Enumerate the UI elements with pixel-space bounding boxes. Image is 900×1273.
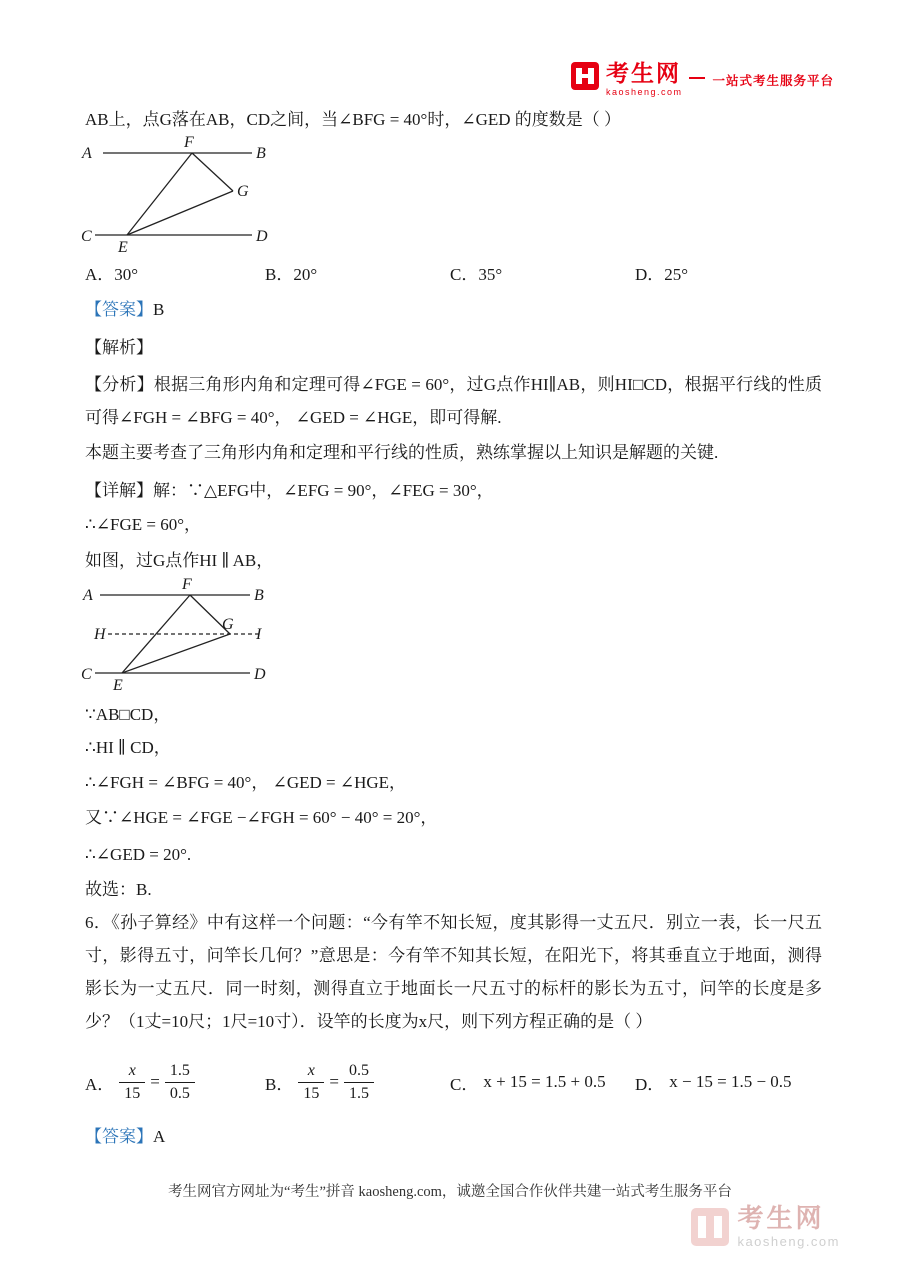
q6-option-b (265, 1058, 374, 1106)
q6-options-row (85, 1058, 845, 1106)
q5-analysis-text: 【分析】根据三角形内角和定理可得∠FGE = 60°，过G点作HI∥AB，则HI□CD，根据平行线的性质可得∠FGH = ∠BFG = 40°， ∠GED = ∠HGE，即可得解. (85, 375, 822, 427)
point-label-b: B (256, 145, 266, 162)
q5-intro-text: AB上，点G落在AB，CD之间，当∠BFG = 40°时，∠GED 的度数是（ ） (85, 110, 622, 129)
point-label-g: G (222, 616, 234, 633)
point-label-h: H (94, 626, 106, 643)
point-label-a: A (82, 145, 92, 162)
denominator: 0.5 (169, 1084, 190, 1102)
q6-option-a (85, 1058, 195, 1106)
answer-value: B (153, 300, 165, 319)
point-label-a: A (83, 587, 93, 604)
q5-analysis-tag: 【解析】 (85, 338, 153, 357)
segment-eg (127, 191, 233, 235)
watermark-name: 考生网 (737, 1203, 825, 1233)
site-logo[interactable] (571, 62, 834, 97)
q5-options-row (85, 258, 845, 291)
point-label-f: F (182, 576, 192, 593)
option-label: C． (450, 265, 479, 284)
numerator: 1.5 (165, 1061, 195, 1082)
equals-sign: = (150, 1072, 160, 1091)
equals-sign: = (329, 1072, 339, 1091)
kaosheng-logo-icon (571, 62, 599, 90)
q5-detail-line-7: 又∵∠HGE = ∠FGE −∠FGH = 60° − 40° = 20°， (85, 808, 438, 827)
fraction-right (165, 1061, 195, 1102)
watermark-domain: kaosheng.com (737, 1234, 840, 1249)
option-value: 20° (293, 265, 318, 284)
option-label: D． (635, 1074, 665, 1094)
option-label: A． (85, 1074, 115, 1094)
point-label-c: C (81, 666, 92, 683)
q6-option-c (450, 1058, 606, 1106)
q5-detail-line-5: ∴HI ∥ CD， (85, 738, 171, 757)
point-label-b: B (254, 587, 264, 604)
fraction-right (344, 1061, 374, 1102)
watermark-logo (691, 1205, 840, 1248)
point-label-d: D (254, 666, 266, 683)
numerator: x (119, 1061, 145, 1082)
q5-detail-line-8: ∴∠GED = 20°. (85, 845, 192, 864)
answer-tag: 【答案】 (85, 1127, 153, 1146)
q5-option-d (635, 258, 688, 291)
q5-detail-line-2: ∴∠FGE = 60°， (85, 515, 202, 534)
numerator: x (298, 1061, 324, 1082)
point-label-f: F (184, 134, 194, 151)
q5-solution-figure (80, 576, 275, 698)
answer-tag: 【答案】 (85, 300, 153, 319)
brand-divider-dash (689, 77, 705, 79)
q5-answer-line (85, 293, 164, 326)
segment-fg (192, 153, 233, 191)
q6-statement: 6．《孙子算经》中有这样一个问题：“今有竿不知长短，度其影得一丈五尺．别立一表，长一尺五寸，影得五寸，问竿长几何？”意思是：今有竿不知其长短，在阳光下，将其垂直立于地面，测得影长为一丈五尺．同一时刻，测得直立于地面长一尺五寸的标杆的影长为五寸，问竿的长度是多少？（1丈=10尺；1尺=10寸）．设竿的长度为x尺，则下列方程正确的是（ ） (85, 913, 822, 1031)
page-footer-text: 考生网官方网址为“考生”拼音 kaosheng.com，诚邀全国合作伙伴共建一站式考生服务平台 (168, 1184, 732, 1200)
q5-option-a (85, 258, 138, 291)
q6-answer-line (85, 1120, 165, 1153)
point-label-e: E (118, 239, 128, 256)
option-label: B． (265, 1074, 294, 1094)
denominator: 15 (124, 1084, 141, 1102)
kaosheng-watermark-icon (691, 1208, 729, 1246)
denominator: 15 (303, 1084, 320, 1102)
q5-conclusion: 故选：B. (85, 880, 152, 899)
denominator: 1.5 (348, 1084, 369, 1102)
q5-detail-line-1: 【详解】解：∵△EFG中，∠EFG = 90°，∠FEG = 30°， (85, 481, 494, 500)
option-label: A． (85, 265, 115, 284)
q5-detail-line-3: 如图，过G点作HI ∥ AB， (85, 551, 274, 570)
answer-value: A (153, 1127, 166, 1146)
fraction-left (298, 1061, 324, 1102)
brand-name: 考生网 (605, 60, 681, 86)
q5-option-b (265, 258, 317, 291)
numerator: 0.5 (344, 1061, 374, 1082)
option-value: 25° (664, 265, 689, 284)
point-label-c: C (81, 228, 92, 245)
option-label: D． (635, 265, 665, 284)
q6-option-d (635, 1058, 792, 1106)
watermark-text (737, 1205, 840, 1248)
point-label-g: G (237, 183, 249, 200)
q5-detail-line-6: ∴∠FGH = ∠BFG = 40°， ∠GED = ∠HGE， (85, 773, 407, 792)
brand-text (606, 62, 683, 97)
option-value: 35° (478, 265, 503, 284)
segment-ef (127, 153, 192, 235)
q5-option-c (450, 258, 502, 291)
option-equation: x − 15 = 1.5 − 0.5 (669, 1072, 792, 1091)
q5-figure (80, 133, 275, 258)
brand-domain: kaosheng.com (605, 87, 683, 97)
option-label: B． (265, 265, 294, 284)
option-equation: x + 15 = 1.5 + 0.5 (483, 1072, 606, 1091)
option-label: C． (450, 1074, 479, 1094)
option-value: 30° (114, 265, 139, 284)
point-label-d: D (256, 228, 268, 245)
point-label-e: E (113, 677, 123, 694)
brand-tagline: 一站式考生服务平台 (712, 74, 834, 88)
q5-note-text: 本题主要考查了三角形内角和定理和平行线的性质，熟练掌握以上知识是解题的关键. (85, 443, 719, 462)
fraction-left (119, 1061, 145, 1102)
q5-detail-line-4: ∵AB□CD， (85, 705, 171, 724)
point-label-i: I (256, 626, 262, 643)
